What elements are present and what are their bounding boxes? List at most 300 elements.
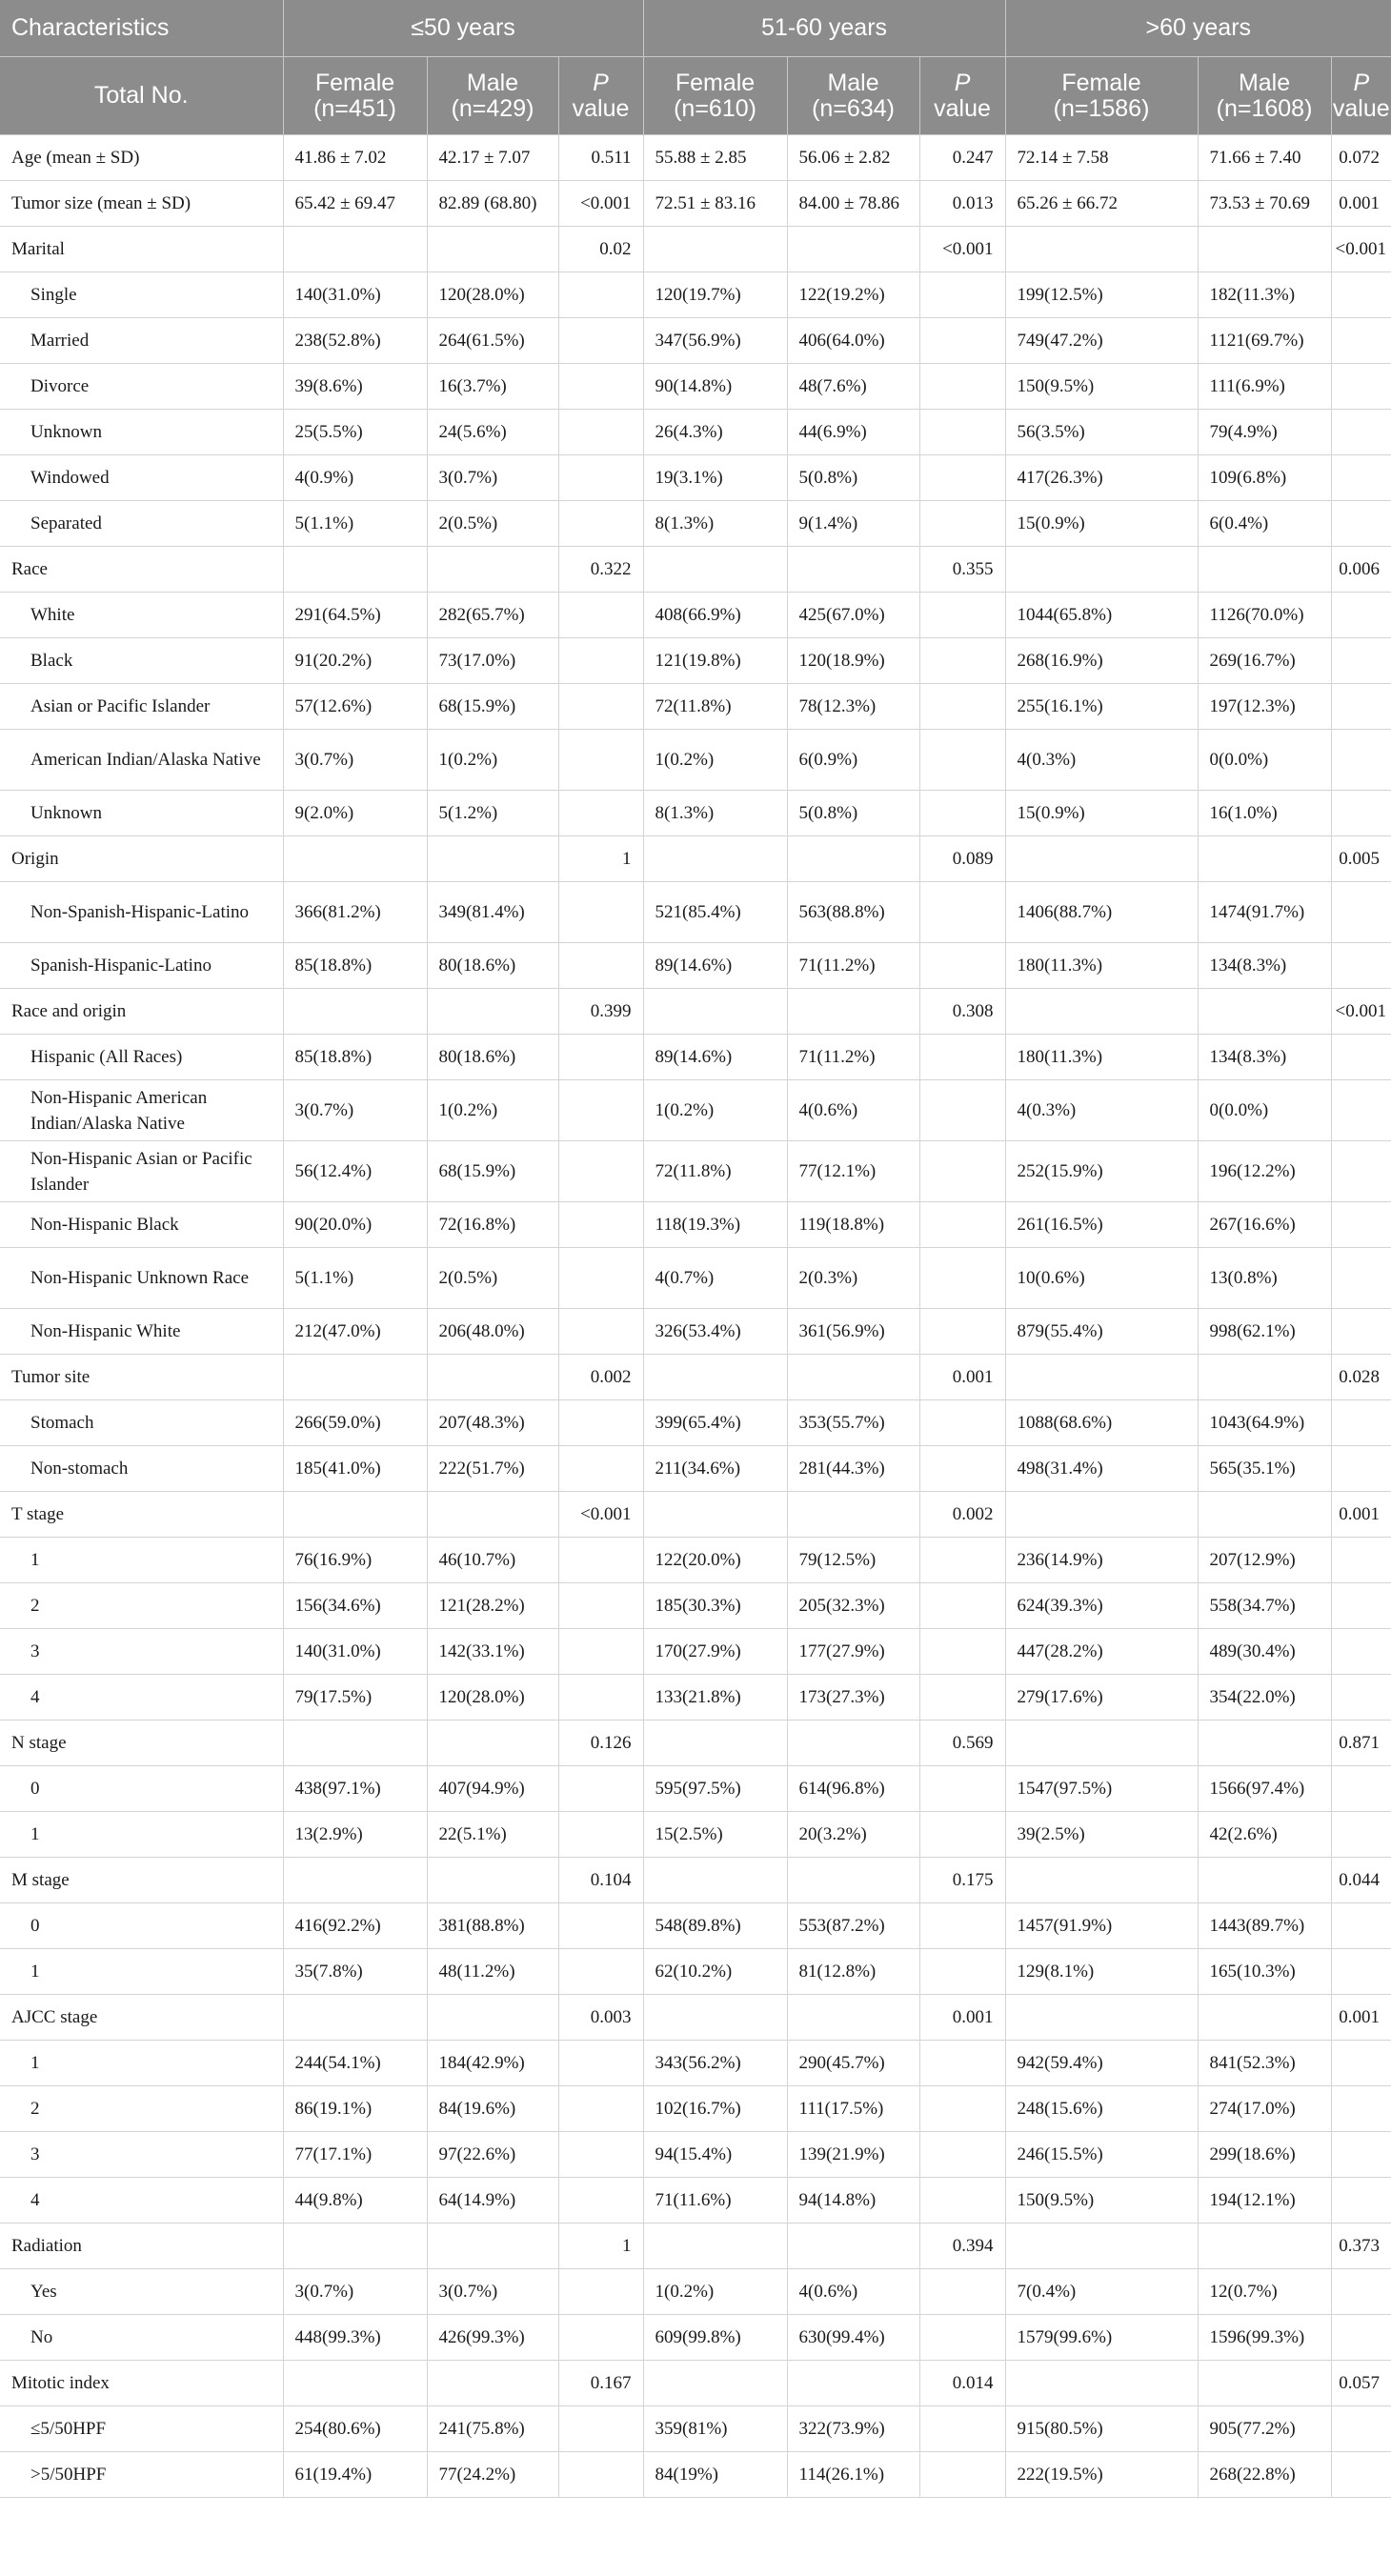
cell-male-51-60: 173(27.3%) [787,1675,919,1721]
cell-female-le50: 85(18.8%) [283,943,427,989]
header-male-51-60: Male (n=634) [787,57,919,135]
cell-female-gt60: 1457(91.9%) [1005,1903,1198,1949]
cell-p-value-le50 [558,364,643,410]
cell-female-51-60 [643,1492,787,1538]
cell-female-le50: 25(5.5%) [283,410,427,455]
cell-male-51-60: 48(7.6%) [787,364,919,410]
row-category-label: Tumor site [0,1355,283,1400]
cell-p-value-51-60 [919,2086,1005,2132]
cell-p-value-le50: 0.104 [558,1858,643,1903]
table-row [0,2361,1391,2406]
cell-female-51-60: 26(4.3%) [643,410,787,455]
row-sublabel: 4 [0,2178,283,2224]
cell-p-value-le50 [558,730,643,791]
cell-male-le50 [427,1995,558,2041]
cell-p-value-51-60: 0.001 [919,1995,1005,2041]
cell-p-value-gt60 [1331,2406,1391,2452]
cell-female-le50: 76(16.9%) [283,1538,427,1583]
header-characteristics: Characteristics [0,0,283,57]
cell-female-gt60 [1005,1492,1198,1538]
cell-male-51-60: 44(6.9%) [787,410,919,455]
cell-p-value-51-60 [919,2269,1005,2315]
cell-female-le50 [283,1858,427,1903]
header-group-51-60: 51-60 years [643,0,1005,57]
cell-p-value-51-60 [919,455,1005,501]
cell-male-le50 [427,2224,558,2269]
table-row [0,1995,1391,2041]
cell-male-gt60: 1474(91.7%) [1198,882,1331,943]
cell-p-value-le50: 0.511 [558,135,643,181]
table-row [0,1629,1391,1675]
cell-p-value-le50 [558,1080,643,1141]
cell-female-gt60: 1044(65.8%) [1005,593,1198,638]
cell-p-value-le50 [558,1812,643,1858]
cell-male-le50: 282(65.7%) [427,593,558,638]
row-category-label: Age (mean ± SD) [0,135,283,181]
cell-female-gt60: 749(47.2%) [1005,318,1198,364]
header-female-gt60: Female (n=1586) [1005,57,1198,135]
table-body [0,135,1391,2498]
cell-female-gt60: 447(28.2%) [1005,1629,1198,1675]
cell-p-value-51-60 [919,1080,1005,1141]
row-sublabel: Asian or Pacific Islander [0,684,283,730]
row-category-label: N stage [0,1721,283,1766]
cell-female-le50: 79(17.5%) [283,1675,427,1721]
cell-p-value-le50: 0.02 [558,227,643,272]
row-sublabel: 2 [0,1583,283,1629]
cell-p-value-le50 [558,272,643,318]
cell-male-le50: 5(1.2%) [427,791,558,836]
cell-female-le50: 57(12.6%) [283,684,427,730]
cell-p-value-le50: <0.001 [558,1492,643,1538]
cell-male-le50 [427,1858,558,1903]
cell-female-gt60: 236(14.9%) [1005,1538,1198,1583]
cell-male-le50 [427,836,558,882]
cell-female-gt60: 150(9.5%) [1005,2178,1198,2224]
table-row [0,730,1391,791]
cell-female-le50: 254(80.6%) [283,2406,427,2452]
cell-p-value-51-60: 0.569 [919,1721,1005,1766]
table-row [0,2315,1391,2361]
row-sublabel: 1 [0,1949,283,1995]
cell-p-value-le50: 0.167 [558,2361,643,2406]
cell-female-51-60 [643,1995,787,2041]
cell-female-51-60: 1(0.2%) [643,730,787,791]
cell-male-le50: 3(0.7%) [427,455,558,501]
cell-female-gt60 [1005,1995,1198,2041]
row-sublabel: American Indian/Alaska Native [0,730,283,791]
cell-male-51-60: 119(18.8%) [787,1202,919,1248]
cell-female-le50: 238(52.8%) [283,318,427,364]
cell-p-value-51-60 [919,1400,1005,1446]
cell-p-value-le50 [558,2086,643,2132]
cell-male-gt60 [1198,2224,1331,2269]
cell-female-51-60: 122(20.0%) [643,1538,787,1583]
cell-male-gt60: 0(0.0%) [1198,730,1331,791]
cell-female-gt60 [1005,836,1198,882]
cell-male-le50: 46(10.7%) [427,1538,558,1583]
cell-female-gt60: 150(9.5%) [1005,364,1198,410]
cell-p-value-le50 [558,1202,643,1248]
cell-male-le50: 24(5.6%) [427,410,558,455]
cell-p-value-le50 [558,2452,643,2498]
cell-male-le50: 16(3.7%) [427,364,558,410]
cell-male-le50: 2(0.5%) [427,501,558,547]
cell-p-value-gt60: 0.072 [1331,135,1391,181]
cell-p-value-51-60: 0.355 [919,547,1005,593]
cell-female-51-60: 133(21.8%) [643,1675,787,1721]
cell-female-51-60: 408(66.9%) [643,593,787,638]
cell-p-value-51-60 [919,1202,1005,1248]
cell-female-le50: 416(92.2%) [283,1903,427,1949]
cell-male-le50: 1(0.2%) [427,1080,558,1141]
cell-male-51-60: 71(11.2%) [787,943,919,989]
cell-p-value-51-60: 0.014 [919,2361,1005,2406]
table-row [0,791,1391,836]
cell-male-le50 [427,227,558,272]
header-group-le50: ≤50 years [283,0,643,57]
cell-p-value-gt60 [1331,2315,1391,2361]
cell-female-gt60: 4(0.3%) [1005,730,1198,791]
cell-male-51-60: 563(88.8%) [787,882,919,943]
cell-male-gt60: 1043(64.9%) [1198,1400,1331,1446]
cell-p-value-le50: 1 [558,2224,643,2269]
cell-p-value-gt60 [1331,1812,1391,1858]
cell-p-value-gt60 [1331,410,1391,455]
row-sublabel: Hispanic (All Races) [0,1035,283,1080]
cell-male-gt60: 165(10.3%) [1198,1949,1331,1995]
cell-p-value-le50: 0.003 [558,1995,643,2041]
cell-male-51-60: 630(99.4%) [787,2315,919,2361]
cell-female-51-60: 89(14.6%) [643,1035,787,1080]
cell-male-gt60: 1443(89.7%) [1198,1903,1331,1949]
cell-male-gt60 [1198,1355,1331,1400]
cell-p-value-gt60 [1331,1400,1391,1446]
cell-p-value-51-60 [919,1248,1005,1309]
cell-female-le50: 3(0.7%) [283,730,427,791]
cell-p-value-le50 [558,638,643,684]
cell-female-51-60: 548(89.8%) [643,1903,787,1949]
cell-male-le50: 184(42.9%) [427,2041,558,2086]
cell-female-51-60: 71(11.6%) [643,2178,787,2224]
cell-female-le50: 9(2.0%) [283,791,427,836]
cell-female-gt60 [1005,2361,1198,2406]
cell-p-value-le50 [558,1583,643,1629]
cell-female-51-60: 399(65.4%) [643,1400,787,1446]
cell-male-le50: 72(16.8%) [427,1202,558,1248]
row-sublabel: Married [0,318,283,364]
cell-p-value-le50: 0.399 [558,989,643,1035]
cell-female-gt60: 915(80.5%) [1005,2406,1198,2452]
cell-p-value-gt60 [1331,272,1391,318]
table-row [0,1400,1391,1446]
table-row [0,1583,1391,1629]
cell-female-gt60: 261(16.5%) [1005,1202,1198,1248]
cell-female-le50: 5(1.1%) [283,501,427,547]
cell-male-gt60: 1126(70.0%) [1198,593,1331,638]
cell-male-gt60: 16(1.0%) [1198,791,1331,836]
cell-p-value-gt60: 0.028 [1331,1355,1391,1400]
cell-p-value-51-60 [919,501,1005,547]
cell-female-51-60: 120(19.7%) [643,272,787,318]
table-row [0,1903,1391,1949]
cell-male-51-60 [787,1355,919,1400]
cell-p-value-gt60: 0.044 [1331,1858,1391,1903]
cell-p-value-51-60 [919,1629,1005,1675]
cell-male-le50: 84(19.6%) [427,2086,558,2132]
cell-male-51-60: 9(1.4%) [787,501,919,547]
cell-p-value-51-60 [919,638,1005,684]
cell-p-value-gt60 [1331,1080,1391,1141]
row-sublabel: Separated [0,501,283,547]
row-sublabel: Divorce [0,364,283,410]
cell-male-gt60: 1121(69.7%) [1198,318,1331,364]
cell-female-51-60 [643,227,787,272]
cell-p-value-gt60 [1331,1248,1391,1309]
table-row [0,2224,1391,2269]
cell-p-value-le50 [558,791,643,836]
table-row [0,1080,1391,1141]
cell-male-gt60 [1198,836,1331,882]
cell-female-51-60: 72(11.8%) [643,684,787,730]
cell-p-value-le50 [558,501,643,547]
cell-female-le50: 5(1.1%) [283,1248,427,1309]
cell-female-51-60: 359(81%) [643,2406,787,2452]
cell-male-le50: 241(75.8%) [427,2406,558,2452]
cell-male-gt60: 565(35.1%) [1198,1446,1331,1492]
row-sublabel: 3 [0,1629,283,1675]
row-category-label: Marital [0,227,283,272]
row-category-label: Mitotic index [0,2361,283,2406]
cell-female-le50: 140(31.0%) [283,1629,427,1675]
cell-p-value-51-60 [919,2178,1005,2224]
row-sublabel: 2 [0,2086,283,2132]
row-sublabel: Non-Hispanic Unknown Race [0,1248,283,1309]
cell-male-gt60: 196(12.2%) [1198,1141,1331,1202]
cell-female-le50: 90(20.0%) [283,1202,427,1248]
cell-p-value-gt60 [1331,882,1391,943]
cell-female-gt60: 417(26.3%) [1005,455,1198,501]
cell-p-value-le50 [558,2132,643,2178]
cell-female-gt60: 248(15.6%) [1005,2086,1198,2132]
cell-male-gt60: 134(8.3%) [1198,943,1331,989]
cell-female-gt60: 1547(97.5%) [1005,1766,1198,1812]
cell-male-51-60: 322(73.9%) [787,2406,919,2452]
cell-female-le50 [283,989,427,1035]
row-sublabel: Black [0,638,283,684]
cell-male-51-60: 4(0.6%) [787,1080,919,1141]
cell-female-gt60: 65.26 ± 66.72 [1005,181,1198,227]
cell-male-51-60: 139(21.9%) [787,2132,919,2178]
cell-p-value-51-60 [919,1309,1005,1355]
row-sublabel: 1 [0,1538,283,1583]
row-sublabel: 3 [0,2132,283,2178]
cell-female-le50 [283,547,427,593]
cell-p-value-gt60 [1331,455,1391,501]
table-row [0,836,1391,882]
cell-male-gt60: 841(52.3%) [1198,2041,1331,2086]
cell-p-value-gt60 [1331,593,1391,638]
cell-p-value-gt60 [1331,684,1391,730]
cell-male-51-60: 614(96.8%) [787,1766,919,1812]
cell-male-le50: 77(24.2%) [427,2452,558,2498]
cell-p-value-gt60 [1331,364,1391,410]
cell-female-gt60: 180(11.3%) [1005,1035,1198,1080]
cell-female-51-60: 8(1.3%) [643,791,787,836]
row-sublabel: Stomach [0,1400,283,1446]
cell-male-gt60: 194(12.1%) [1198,2178,1331,2224]
table-row [0,1675,1391,1721]
cell-male-51-60: 114(26.1%) [787,2452,919,2498]
row-sublabel: No [0,2315,283,2361]
cell-p-value-le50 [558,318,643,364]
row-sublabel: Non-Hispanic Black [0,1202,283,1248]
cell-p-value-le50 [558,2041,643,2086]
cell-female-gt60: 279(17.6%) [1005,1675,1198,1721]
cell-p-value-gt60: 0.001 [1331,1995,1391,2041]
cell-male-le50: 42.17 ± 7.07 [427,135,558,181]
cell-female-le50: 448(99.3%) [283,2315,427,2361]
cell-male-gt60: 197(12.3%) [1198,684,1331,730]
cell-male-51-60: 81(12.8%) [787,1949,919,1995]
row-sublabel: Non-Hispanic Asian or Pacific Islander [0,1141,283,1202]
row-sublabel: Non-Hispanic White [0,1309,283,1355]
cell-male-51-60 [787,1721,919,1766]
cell-p-value-51-60: 0.247 [919,135,1005,181]
cell-female-51-60: 121(19.8%) [643,638,787,684]
cell-female-gt60: 1406(88.7%) [1005,882,1198,943]
cell-male-51-60: 5(0.8%) [787,791,919,836]
cell-male-le50 [427,989,558,1035]
cell-male-le50: 222(51.7%) [427,1446,558,1492]
cell-female-51-60 [643,1721,787,1766]
cell-male-51-60: 553(87.2%) [787,1903,919,1949]
cell-female-le50: 85(18.8%) [283,1035,427,1080]
table-row [0,2041,1391,2086]
table-row [0,2086,1391,2132]
table-row [0,135,1391,181]
cell-male-le50: 82.89 (68.80) [427,181,558,227]
cell-female-51-60 [643,547,787,593]
cell-female-51-60: 55.88 ± 2.85 [643,135,787,181]
cell-p-value-51-60 [919,1675,1005,1721]
table-row [0,989,1391,1035]
cell-female-le50: 3(0.7%) [283,1080,427,1141]
cell-male-51-60 [787,547,919,593]
row-sublabel: Windowed [0,455,283,501]
cell-female-le50 [283,1355,427,1400]
cell-male-51-60: 56.06 ± 2.82 [787,135,919,181]
cell-female-51-60: 170(27.9%) [643,1629,787,1675]
cell-p-value-gt60 [1331,2269,1391,2315]
cell-female-le50: 35(7.8%) [283,1949,427,1995]
cell-male-gt60: 0(0.0%) [1198,1080,1331,1141]
cell-p-value-51-60 [919,410,1005,455]
cell-female-gt60: 942(59.4%) [1005,2041,1198,2086]
cell-male-gt60: 998(62.1%) [1198,1309,1331,1355]
cell-male-gt60: 134(8.3%) [1198,1035,1331,1080]
cell-male-51-60: 20(3.2%) [787,1812,919,1858]
table-row [0,318,1391,364]
cell-female-51-60 [643,1355,787,1400]
cell-female-le50 [283,1995,427,2041]
cell-female-51-60 [643,989,787,1035]
cell-female-gt60: 1579(99.6%) [1005,2315,1198,2361]
table-row [0,638,1391,684]
cell-female-gt60 [1005,227,1198,272]
cell-p-value-51-60: 0.394 [919,2224,1005,2269]
cell-female-51-60: 15(2.5%) [643,1812,787,1858]
cell-male-51-60: 77(12.1%) [787,1141,919,1202]
cell-p-value-gt60 [1331,638,1391,684]
cell-p-value-51-60 [919,2132,1005,2178]
row-sublabel: ≤5/50HPF [0,2406,283,2452]
cell-p-value-gt60: 0.871 [1331,1721,1391,1766]
cell-female-le50: 366(81.2%) [283,882,427,943]
cell-p-value-gt60 [1331,2452,1391,2498]
cell-p-value-le50: 0.126 [558,1721,643,1766]
cell-p-value-gt60: <0.001 [1331,227,1391,272]
cell-p-value-gt60: <0.001 [1331,989,1391,1035]
cell-male-51-60: 71(11.2%) [787,1035,919,1080]
cell-female-gt60: 624(39.3%) [1005,1583,1198,1629]
cell-p-value-le50 [558,1629,643,1675]
cell-female-le50: 291(64.5%) [283,593,427,638]
cell-female-le50: 61(19.4%) [283,2452,427,2498]
table-row [0,1355,1391,1400]
cell-p-value-51-60: 0.002 [919,1492,1005,1538]
cell-male-gt60: 13(0.8%) [1198,1248,1331,1309]
cell-p-value-le50 [558,882,643,943]
cell-female-le50: 91(20.2%) [283,638,427,684]
table-row [0,181,1391,227]
row-category-label: AJCC stage [0,1995,283,2041]
cell-female-51-60: 72.51 ± 83.16 [643,181,787,227]
cell-p-value-gt60 [1331,1446,1391,1492]
cell-male-gt60: 71.66 ± 7.40 [1198,135,1331,181]
cell-male-le50: 142(33.1%) [427,1629,558,1675]
cell-female-le50: 86(19.1%) [283,2086,427,2132]
cell-p-value-le50 [558,943,643,989]
cell-male-gt60: 1566(97.4%) [1198,1766,1331,1812]
table-row [0,410,1391,455]
header-female-51-60: Female (n=610) [643,57,787,135]
cell-p-value-51-60 [919,1141,1005,1202]
cell-female-51-60: 595(97.5%) [643,1766,787,1812]
table-row [0,1858,1391,1903]
cell-p-value-gt60 [1331,2086,1391,2132]
row-sublabel: Non-Hispanic American Indian/Alaska Native [0,1080,283,1141]
cell-male-51-60 [787,2361,919,2406]
table-row [0,2178,1391,2224]
cell-p-value-51-60 [919,1949,1005,1995]
cell-male-le50 [427,2361,558,2406]
cell-female-gt60: 39(2.5%) [1005,1812,1198,1858]
cell-p-value-51-60 [919,1446,1005,1492]
row-sublabel: 1 [0,2041,283,2086]
cell-p-value-gt60 [1331,1141,1391,1202]
cell-female-51-60: 89(14.6%) [643,943,787,989]
cell-p-value-le50: 0.322 [558,547,643,593]
cell-male-51-60: 2(0.3%) [787,1248,919,1309]
cell-p-value-gt60 [1331,1766,1391,1812]
header-p-value-gt60: P value [1331,57,1391,135]
row-sublabel: Unknown [0,791,283,836]
cell-male-gt60: 182(11.3%) [1198,272,1331,318]
cell-female-le50: 77(17.1%) [283,2132,427,2178]
cell-female-gt60: 56(3.5%) [1005,410,1198,455]
cell-female-le50 [283,2224,427,2269]
